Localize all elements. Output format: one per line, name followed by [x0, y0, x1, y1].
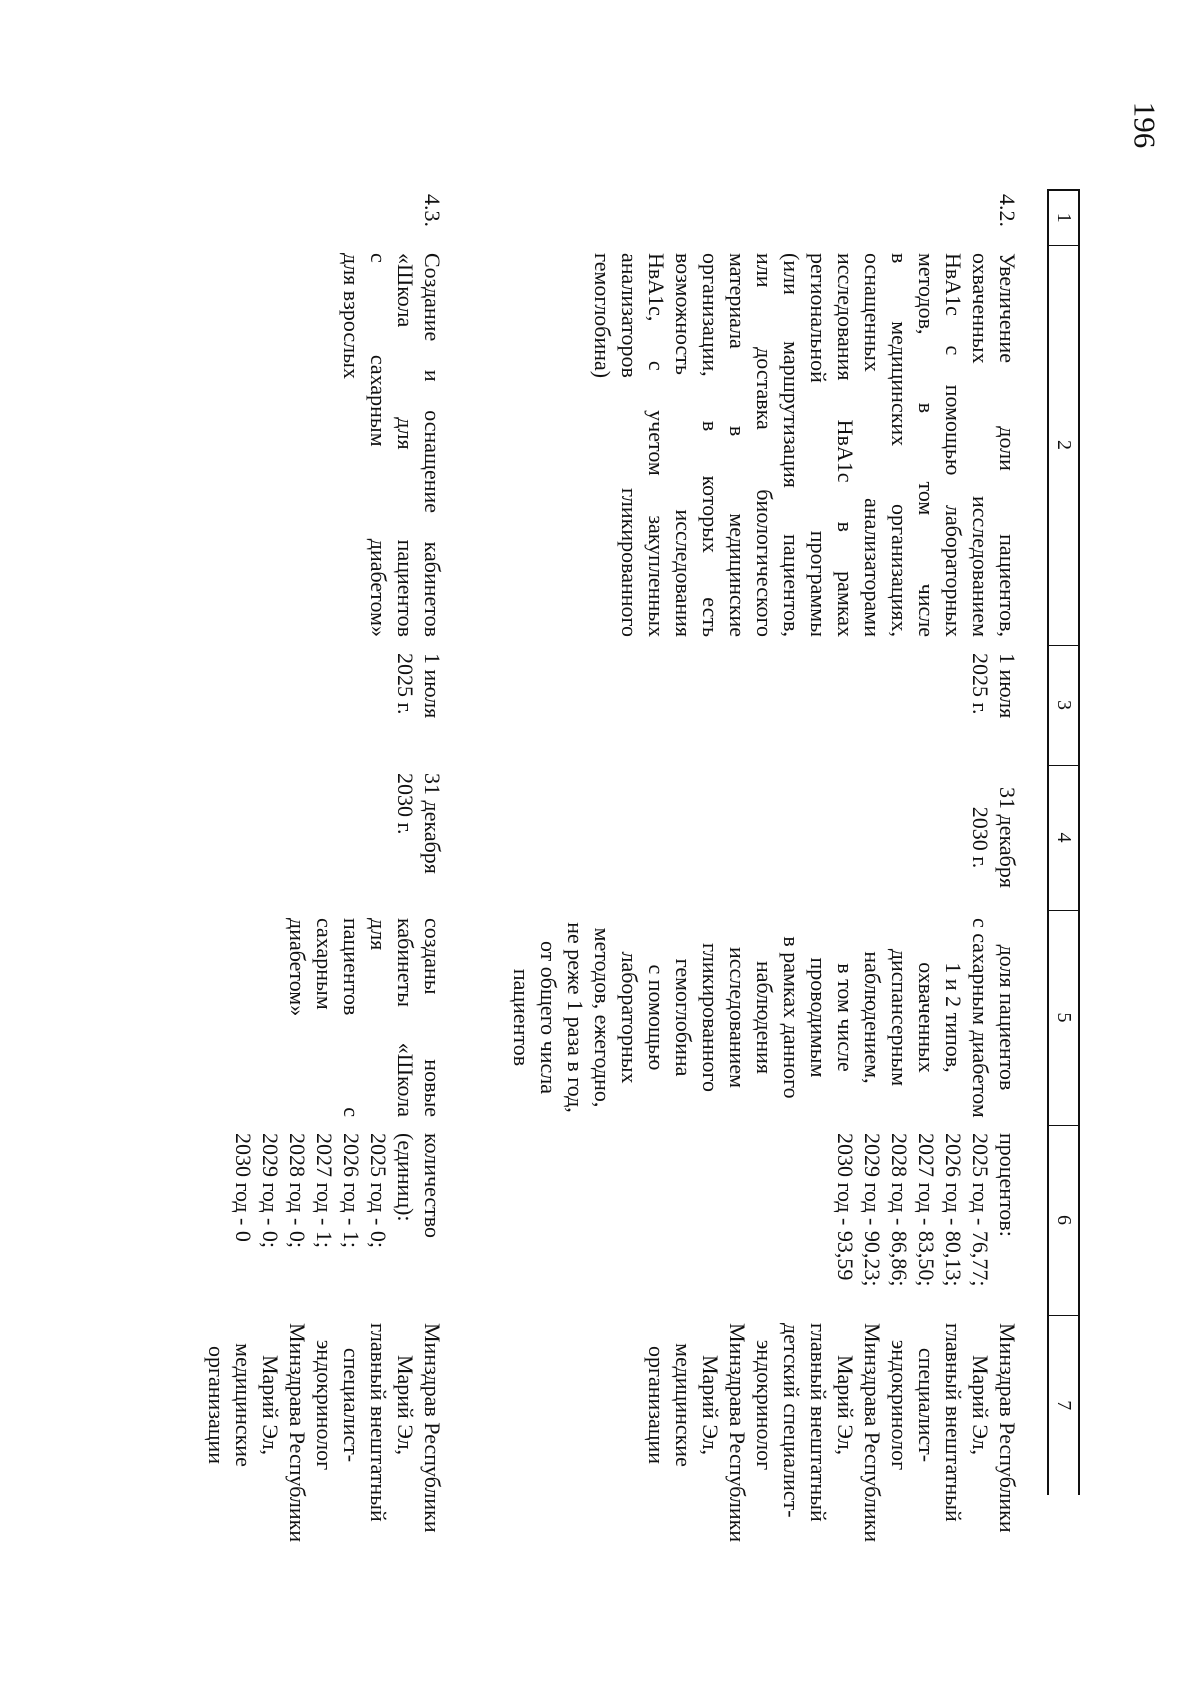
responsible-line: главный внештатный: [366, 1323, 391, 1522]
page-number: 196: [1127, 101, 1163, 149]
event-line: HвA1c, с учетом закупленных: [644, 253, 669, 637]
responsible-line: эндокринолог: [752, 1339, 777, 1471]
result-line: пациентов: [509, 968, 534, 1067]
event-line: «Школа для пациентов: [393, 253, 418, 637]
responsible-line: Марий Эл,: [698, 1354, 723, 1456]
result-line: методов, ежегодно,: [590, 927, 615, 1108]
result-line: с помощью: [644, 964, 669, 1071]
indicator-line: 2028 год - 86,86;: [887, 1133, 912, 1287]
column-header: 1: [1048, 190, 1079, 245]
indicator-line: 2025 год - 76,77;: [968, 1133, 993, 1287]
result-line: кабинеты «Школа для: [366, 918, 418, 1117]
start-date: [167, 645, 472, 765]
result-line: гемоглобина: [671, 958, 696, 1077]
result-line: проводимым: [806, 957, 831, 1078]
result-line: от общего числа: [536, 940, 561, 1095]
responsible-line: Минздрава Республики: [860, 1323, 885, 1543]
result-line: диабетом»: [285, 918, 310, 1017]
event-line: в медицинских организациях,: [887, 253, 912, 637]
event-line: методов, в том числе: [914, 253, 939, 637]
end-date: [167, 765, 472, 910]
responsible-line: детский специалист-: [779, 1323, 804, 1518]
event-line: с сахарным диабетом»: [366, 253, 391, 637]
result-line: в рамках данного: [779, 936, 804, 1099]
indicator-line: 2028 год - 0;: [285, 1133, 310, 1248]
result-line: не реже 1 раза в год,: [563, 922, 588, 1113]
responsible-line: главный внештатный: [806, 1323, 831, 1522]
responsible-line: медицинские: [671, 1343, 696, 1467]
responsible-line: организации: [204, 1345, 229, 1465]
indicator-line: 2030 год - 93,59: [833, 1133, 858, 1281]
start-date-line: 2025 г.: [393, 653, 418, 715]
event-description: [472, 245, 1048, 645]
indicator-line: процентов:: [995, 1133, 1020, 1237]
result-line: диспансерным: [887, 948, 912, 1087]
result-line: гликированного: [698, 942, 723, 1092]
column-header: 6: [1048, 1125, 1079, 1315]
rotated-page-content: [100, 149, 1100, 1549]
event-line: организации, в которых есть: [698, 253, 723, 637]
event-line: для взрослых: [339, 253, 364, 379]
expected-result: [167, 910, 472, 1125]
event-line: HвA1c с помощью лабораторных: [941, 253, 966, 637]
indicator-line: (единиц):: [393, 1133, 418, 1222]
column-header: 5: [1048, 910, 1079, 1125]
responsible-line: Минздрав Республики: [420, 1323, 445, 1533]
event-line: возможность исследования: [671, 253, 696, 637]
result-line: охваченных: [914, 962, 939, 1073]
table-header-row: [1048, 190, 1079, 1495]
start-date-line: 1 июля: [420, 653, 445, 719]
indicator-line: 2027 год - 83,50;: [914, 1133, 939, 1287]
result-line: 1 и 2 типов,: [941, 962, 966, 1073]
event-line: (или маршрутизация пациентов,: [779, 253, 804, 637]
responsible-parties: [472, 1315, 1048, 1543]
result-line: пациентов с сахарным: [312, 918, 364, 1117]
responsible-line: специалист-: [339, 1347, 364, 1463]
result-line: наблюдения: [752, 960, 777, 1075]
result-line: доля пациентов: [995, 944, 1020, 1091]
event-line: исследования HвA1c в рамках: [833, 253, 858, 637]
result-line: исследованием: [725, 946, 750, 1089]
event-description: [167, 245, 472, 645]
result-line: наблюдением,: [860, 951, 885, 1084]
start-date: [472, 645, 1048, 765]
responsible-line: эндокринолог: [312, 1339, 337, 1471]
result-line: лабораторных: [617, 951, 642, 1084]
responsible-line: главный внештатный: [941, 1323, 966, 1522]
column-header: 4: [1048, 765, 1079, 910]
indicator-line: 2025 год - 0;: [366, 1133, 391, 1248]
event-line: охваченных исследованием: [968, 253, 993, 637]
indicator-line: 2029 год - 0;: [258, 1133, 283, 1248]
responsible-line: Минздрава Республики: [725, 1323, 750, 1543]
row-number: 4.3.: [420, 194, 445, 227]
column-header: 3: [1048, 645, 1079, 765]
indicator-line: 2026 год - 80,13;: [941, 1133, 966, 1287]
indicator-line: 2026 год - 1;: [339, 1133, 364, 1248]
result-line: с сахарным диабетом: [968, 918, 993, 1118]
result-line: созданы новые: [420, 918, 445, 1117]
event-line: анализаторов гликированного: [617, 253, 642, 637]
end-date-line: 2030 г.: [968, 806, 993, 869]
responsible-line: Минздрав Республики: [995, 1323, 1020, 1533]
table-row: [472, 190, 1048, 1495]
result-line: в том числе: [833, 963, 858, 1072]
column-header: 7: [1048, 1315, 1079, 1495]
event-line: или доставка биологического: [752, 253, 777, 637]
event-line: Увеличение доли пациентов,: [995, 253, 1020, 637]
expected-result: [472, 910, 1048, 1125]
end-date-line: 31 декабря: [995, 787, 1020, 888]
end-date-line: 2030 г.: [393, 773, 418, 835]
end-date: [472, 765, 1048, 910]
indicator-line: 2027 год - 1;: [312, 1133, 337, 1248]
responsible-line: Минздрава Республики: [285, 1323, 310, 1543]
event-line: региональной программы: [806, 253, 831, 637]
start-date-line: 1 июля: [995, 653, 1020, 719]
event-line: Создание и оснащение кабинетов: [420, 253, 445, 637]
responsible-line: эндокринолог: [887, 1339, 912, 1471]
measures-table: [167, 189, 1080, 1543]
responsible-parties: [167, 1315, 472, 1543]
responsible-line: организации: [644, 1345, 669, 1465]
column-header: 2: [1048, 245, 1079, 645]
indicator-values: [472, 1125, 1048, 1315]
responsible-line: медицинские: [231, 1343, 256, 1467]
row-number: 4.2.: [995, 194, 1020, 227]
event-line: оснащенных анализаторами: [860, 253, 885, 637]
start-date-line: 2025 г.: [968, 653, 993, 715]
responsible-line: Марий Эл,: [833, 1354, 858, 1456]
responsible-line: Марий Эл,: [393, 1354, 418, 1456]
end-date-line: 31 декабря: [420, 773, 445, 874]
event-line: гемоглобина): [590, 253, 615, 379]
responsible-line: специалист-: [914, 1347, 939, 1463]
responsible-line: Марий Эл,: [968, 1354, 993, 1456]
indicator-values: [167, 1125, 472, 1315]
indicator-line: 2029 год - 90,23;: [860, 1133, 885, 1287]
responsible-line: Марий Эл,: [258, 1354, 283, 1456]
event-line: материала в медицинские: [725, 253, 750, 637]
indicator-line: 2030 год - 0: [231, 1133, 256, 1242]
table-row: [167, 190, 472, 1495]
indicator-line: количество: [420, 1133, 445, 1239]
